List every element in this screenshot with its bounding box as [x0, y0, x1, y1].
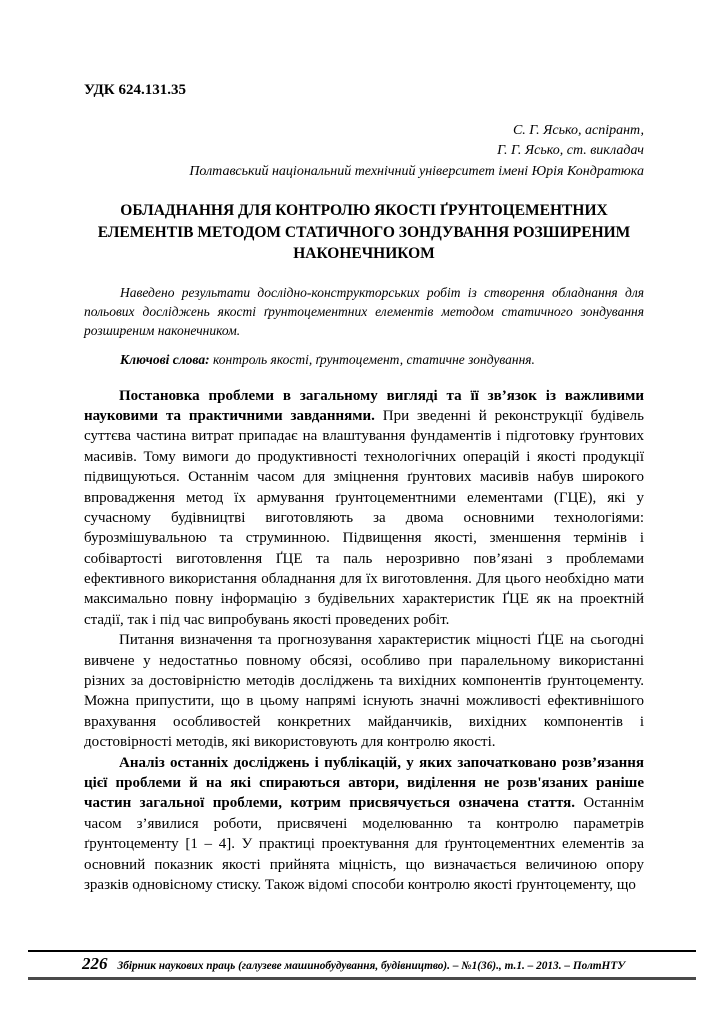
paragraph-body-text: Питання визначення та прогнозування характеристик міцності ҐЦЕ на сьогодні вивчене у недостатньо повному обсязі, особливо при паралельному використанні різних за достовірністю методів досліджень та вихідних компонентів ґрунтоцементу. Можна припустити, що в цьому напрямі існують значні можливості ефективнішого врахування особливостей конкретних майданчиків, вихідних компонентів і достовірності методів, які використовують для контролю якості. [84, 632, 644, 751]
page-number: 226 [82, 954, 108, 973]
paragraph-problem-statement [84, 386, 644, 631]
author-line-1: С. Г. Ясько, аспірант, [512, 123, 644, 138]
author-line-2: Г. Г. Ясько, ст. викладач [497, 143, 644, 159]
keywords-line [84, 350, 644, 369]
footer-journal-info: Збірник наукових праць (галузеве машинобудування, будівництво). – №1(36)., т.1. – 2013. – ПолтНТУ [117, 960, 626, 972]
keywords-label: Ключові слова: [120, 352, 210, 368]
article-title: ОБЛАДНАННЯ ДЛЯ КОНТРОЛЮ ЯКОСТІ ҐРУНТОЦЕМЕНТНИХ ЕЛЕМЕНТІВ МЕТОДОМ СТАТИЧНОГО ЗОНДУВАННЯ РОЗШИРЕНИМ НАКОНЕЧНИКОМ [97, 201, 631, 263]
keywords-text: контроль якості, ґрунтоцемент, статичне зондування. [209, 352, 535, 368]
page-footer [28, 950, 696, 980]
udc-code: УДК 624.131.35 [84, 82, 186, 98]
author-affiliation: Полтавський національний технічний університет імені Юрія Кондратюка [189, 163, 644, 179]
paragraph-body-text: Останнім часом з’явилися роботи, присвячені моделюванню та контролю параметрів ґрунтоцементу [1 – 4]. У практиці проектування для ґрунтоцементних елементів за основний показник якості прийнята міцність, що визначається величиною опору зразків одновісному стиску. Також відомі способи контролю якості ґрунтоцементу, що [84, 795, 644, 893]
abstract-text: Наведено результати дослідно-конструкторських робіт із створення обладнання для польових досліджень якості ґрунтоцементних елементів методом статичного зондування розширеним наконечником. [84, 284, 644, 339]
author-block [84, 121, 644, 182]
paragraph-quality-questions [84, 630, 644, 752]
paragraph-body-text: При зведенні й реконструкції будівель суттєва частина витрат припадає на влаштування фундаментів і підготовку ґрунтових масивів. Тому вимоги до продуктивності технологічних операцій і якості продукції підвищуються. Останнім часом для зміцнення ґрунтових масивів набув широкого впровадження метод їх армування ґрунтоцементними елементами (ГЦЕ), які у сучасному будівництві виготовляють за двома основними технологіями: бурозмішувальною та струминною. Підвищення якості, зменшення термінів і собівартості виготовлення ҐЦЕ та паль нерозривно пов’язані з проблемами ефективного використання обладнання для їх виготовлення. Для цього необхідно мати максимально повну інформацію з будівельних характеристик ҐЦЕ як на проектній стадії, так і під час випробувань якості проведених робіт. [84, 407, 645, 628]
paragraph-lead-bold: Постановка проблеми в загальному вигляді та її зв’язок із важливими науковими та практичними завданнями. [84, 387, 644, 424]
paragraph-recent-research [84, 753, 644, 896]
paragraph-lead-bold: Аналіз останніх досліджень і публікацій, у яких започатковано розв’язання цієї проблеми й на які спираються автори, виділення не розв'язаних раніше частин загальної проблеми, котрим присвячується означена стаття. [84, 754, 644, 812]
